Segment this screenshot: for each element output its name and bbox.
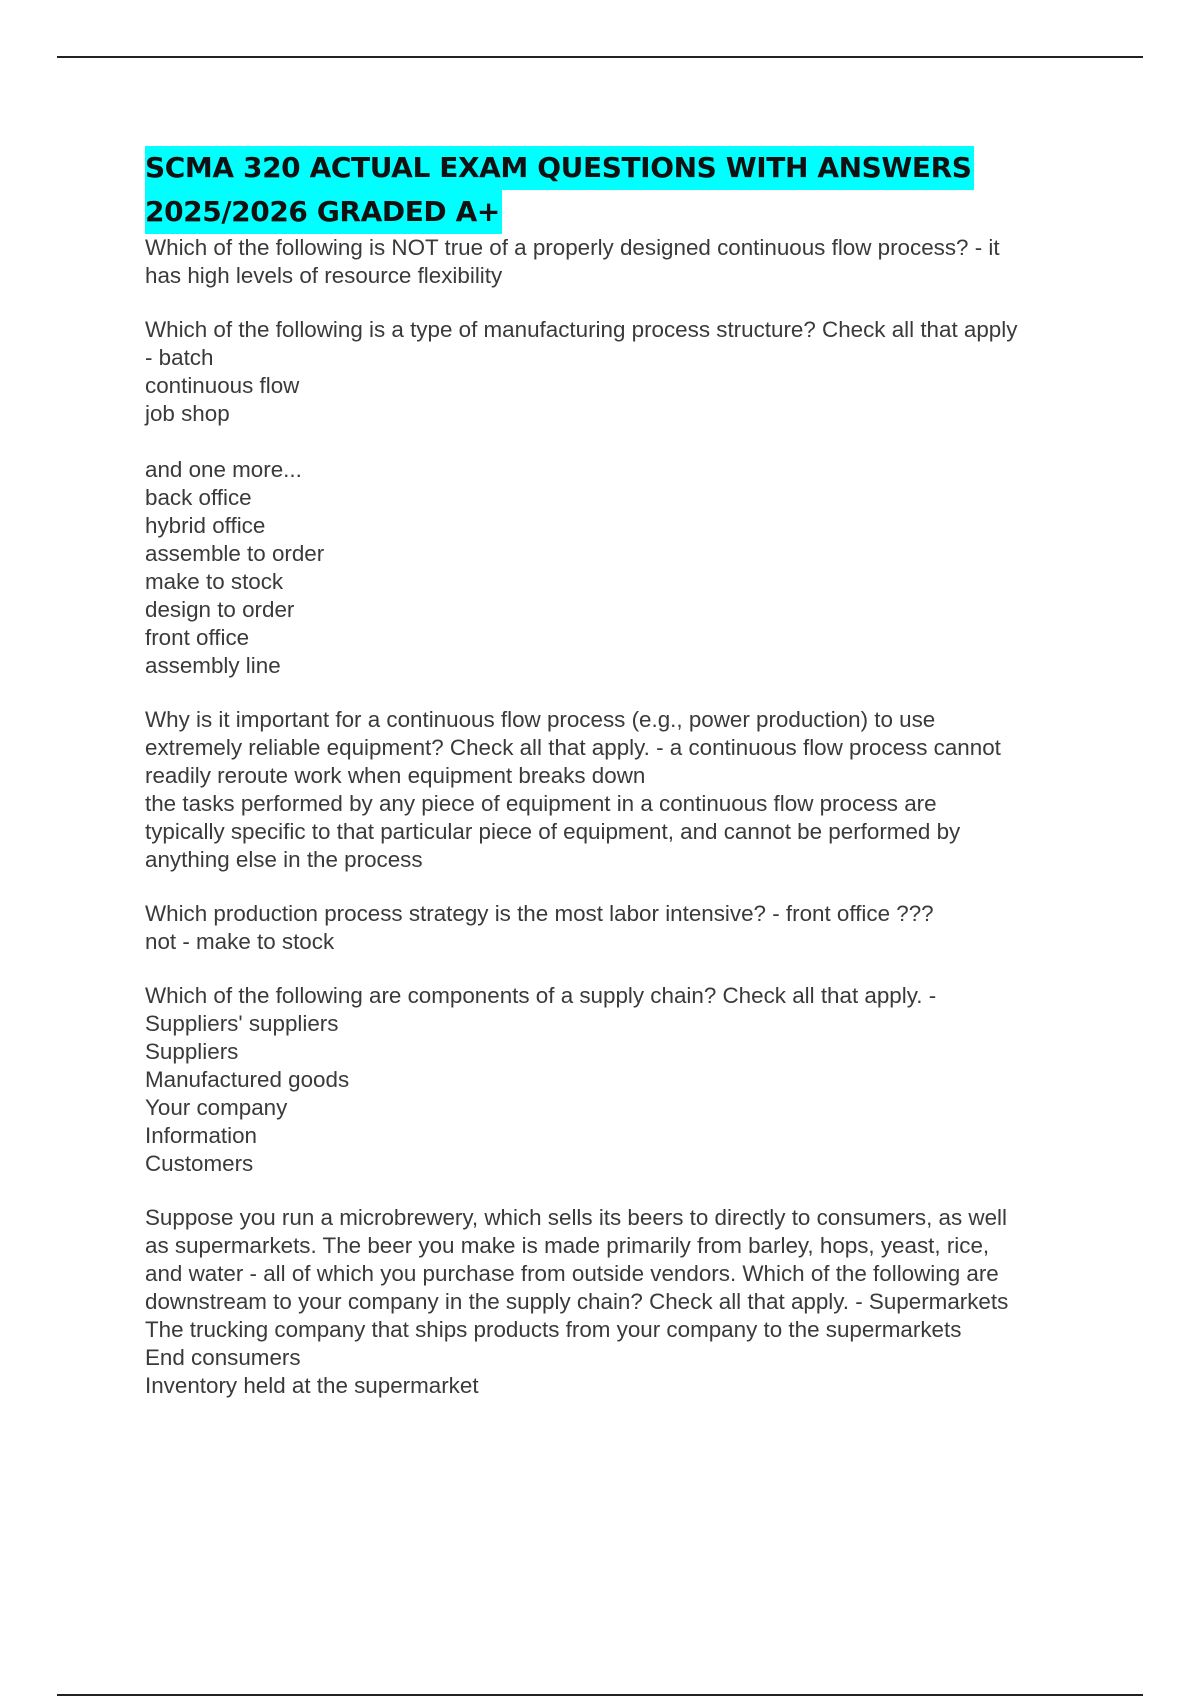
qa-line: - batch <box>145 345 214 370</box>
qa-list <box>145 234 1105 1400</box>
qa-line: Suppliers' suppliers <box>145 1011 339 1036</box>
qa-line: design to order <box>145 597 295 622</box>
qa-line: downstream to your company in the supply chain? Check all that apply. - Supermarkets <box>145 1289 1009 1314</box>
qa-line: back office <box>145 485 252 510</box>
qa-line: continuous flow <box>145 373 300 398</box>
qa-block <box>145 706 1105 874</box>
document-title <box>145 146 1105 234</box>
qa-block <box>145 316 1105 680</box>
qa-line: anything else in the process <box>145 847 423 872</box>
qa-line: as supermarkets. The beer you make is made primarily from barley, hops, yeast, rice, <box>145 1233 990 1258</box>
qa-line: Why is it important for a continuous flow process (e.g., power production) to use <box>145 707 936 732</box>
qa-line: hybrid office <box>145 513 266 538</box>
document-body <box>145 146 1105 1426</box>
qa-line: Suppose you run a microbrewery, which sells its beers to directly to consumers, as well <box>145 1205 1007 1230</box>
qa-line: Which of the following are components of a supply chain? Check all that apply. - <box>145 983 937 1008</box>
title-line-2: 2025/2026 GRADED A+ <box>145 190 502 234</box>
qa-line: and water - all of which you purchase from outside vendors. Which of the following are <box>145 1261 999 1286</box>
qa-line: The trucking company that ships products from your company to the supermarkets <box>145 1317 962 1342</box>
qa-block <box>145 982 1105 1178</box>
qa-line: the tasks performed by any piece of equipment in a continuous flow process are <box>145 791 937 816</box>
qa-line: typically specific to that particular piece of equipment, and cannot be performed by <box>145 819 961 844</box>
qa-block <box>145 234 1105 290</box>
qa-line: not - make to stock <box>145 929 335 954</box>
qa-line: front office <box>145 625 250 650</box>
qa-line: Manufactured goods <box>145 1067 350 1092</box>
qa-line: readily reroute work when equipment breaks down <box>145 763 646 788</box>
qa-line: make to stock <box>145 569 284 594</box>
header-rule <box>57 56 1143 58</box>
qa-line: has high levels of resource flexibility <box>145 263 503 288</box>
qa-block <box>145 900 1105 956</box>
qa-line <box>145 428 1105 456</box>
title-line-1: SCMA 320 ACTUAL EXAM QUESTIONS WITH ANSWERS <box>145 146 974 190</box>
qa-line: extremely reliable equipment? Check all that apply. - a continuous flow process cannot <box>145 735 1001 760</box>
qa-line: assemble to order <box>145 541 325 566</box>
qa-line: Suppliers <box>145 1039 239 1064</box>
qa-line: Customers <box>145 1151 254 1176</box>
footer-rule <box>57 1694 1143 1696</box>
qa-line: Which of the following is a type of manufacturing process structure? Check all that apply <box>145 317 1018 342</box>
qa-line: Which production process strategy is the most labor intensive? - front office ??? <box>145 901 934 926</box>
qa-line: and one more... <box>145 457 302 482</box>
qa-line: assembly line <box>145 653 281 678</box>
qa-line: Information <box>145 1123 258 1148</box>
qa-block <box>145 1204 1105 1400</box>
qa-line: Inventory held at the supermarket <box>145 1373 479 1398</box>
qa-line: job shop <box>145 401 230 426</box>
qa-line: Which of the following is NOT true of a properly designed continuous flow process? - it <box>145 235 1000 260</box>
qa-line: Your company <box>145 1095 288 1120</box>
qa-line: End consumers <box>145 1345 301 1370</box>
